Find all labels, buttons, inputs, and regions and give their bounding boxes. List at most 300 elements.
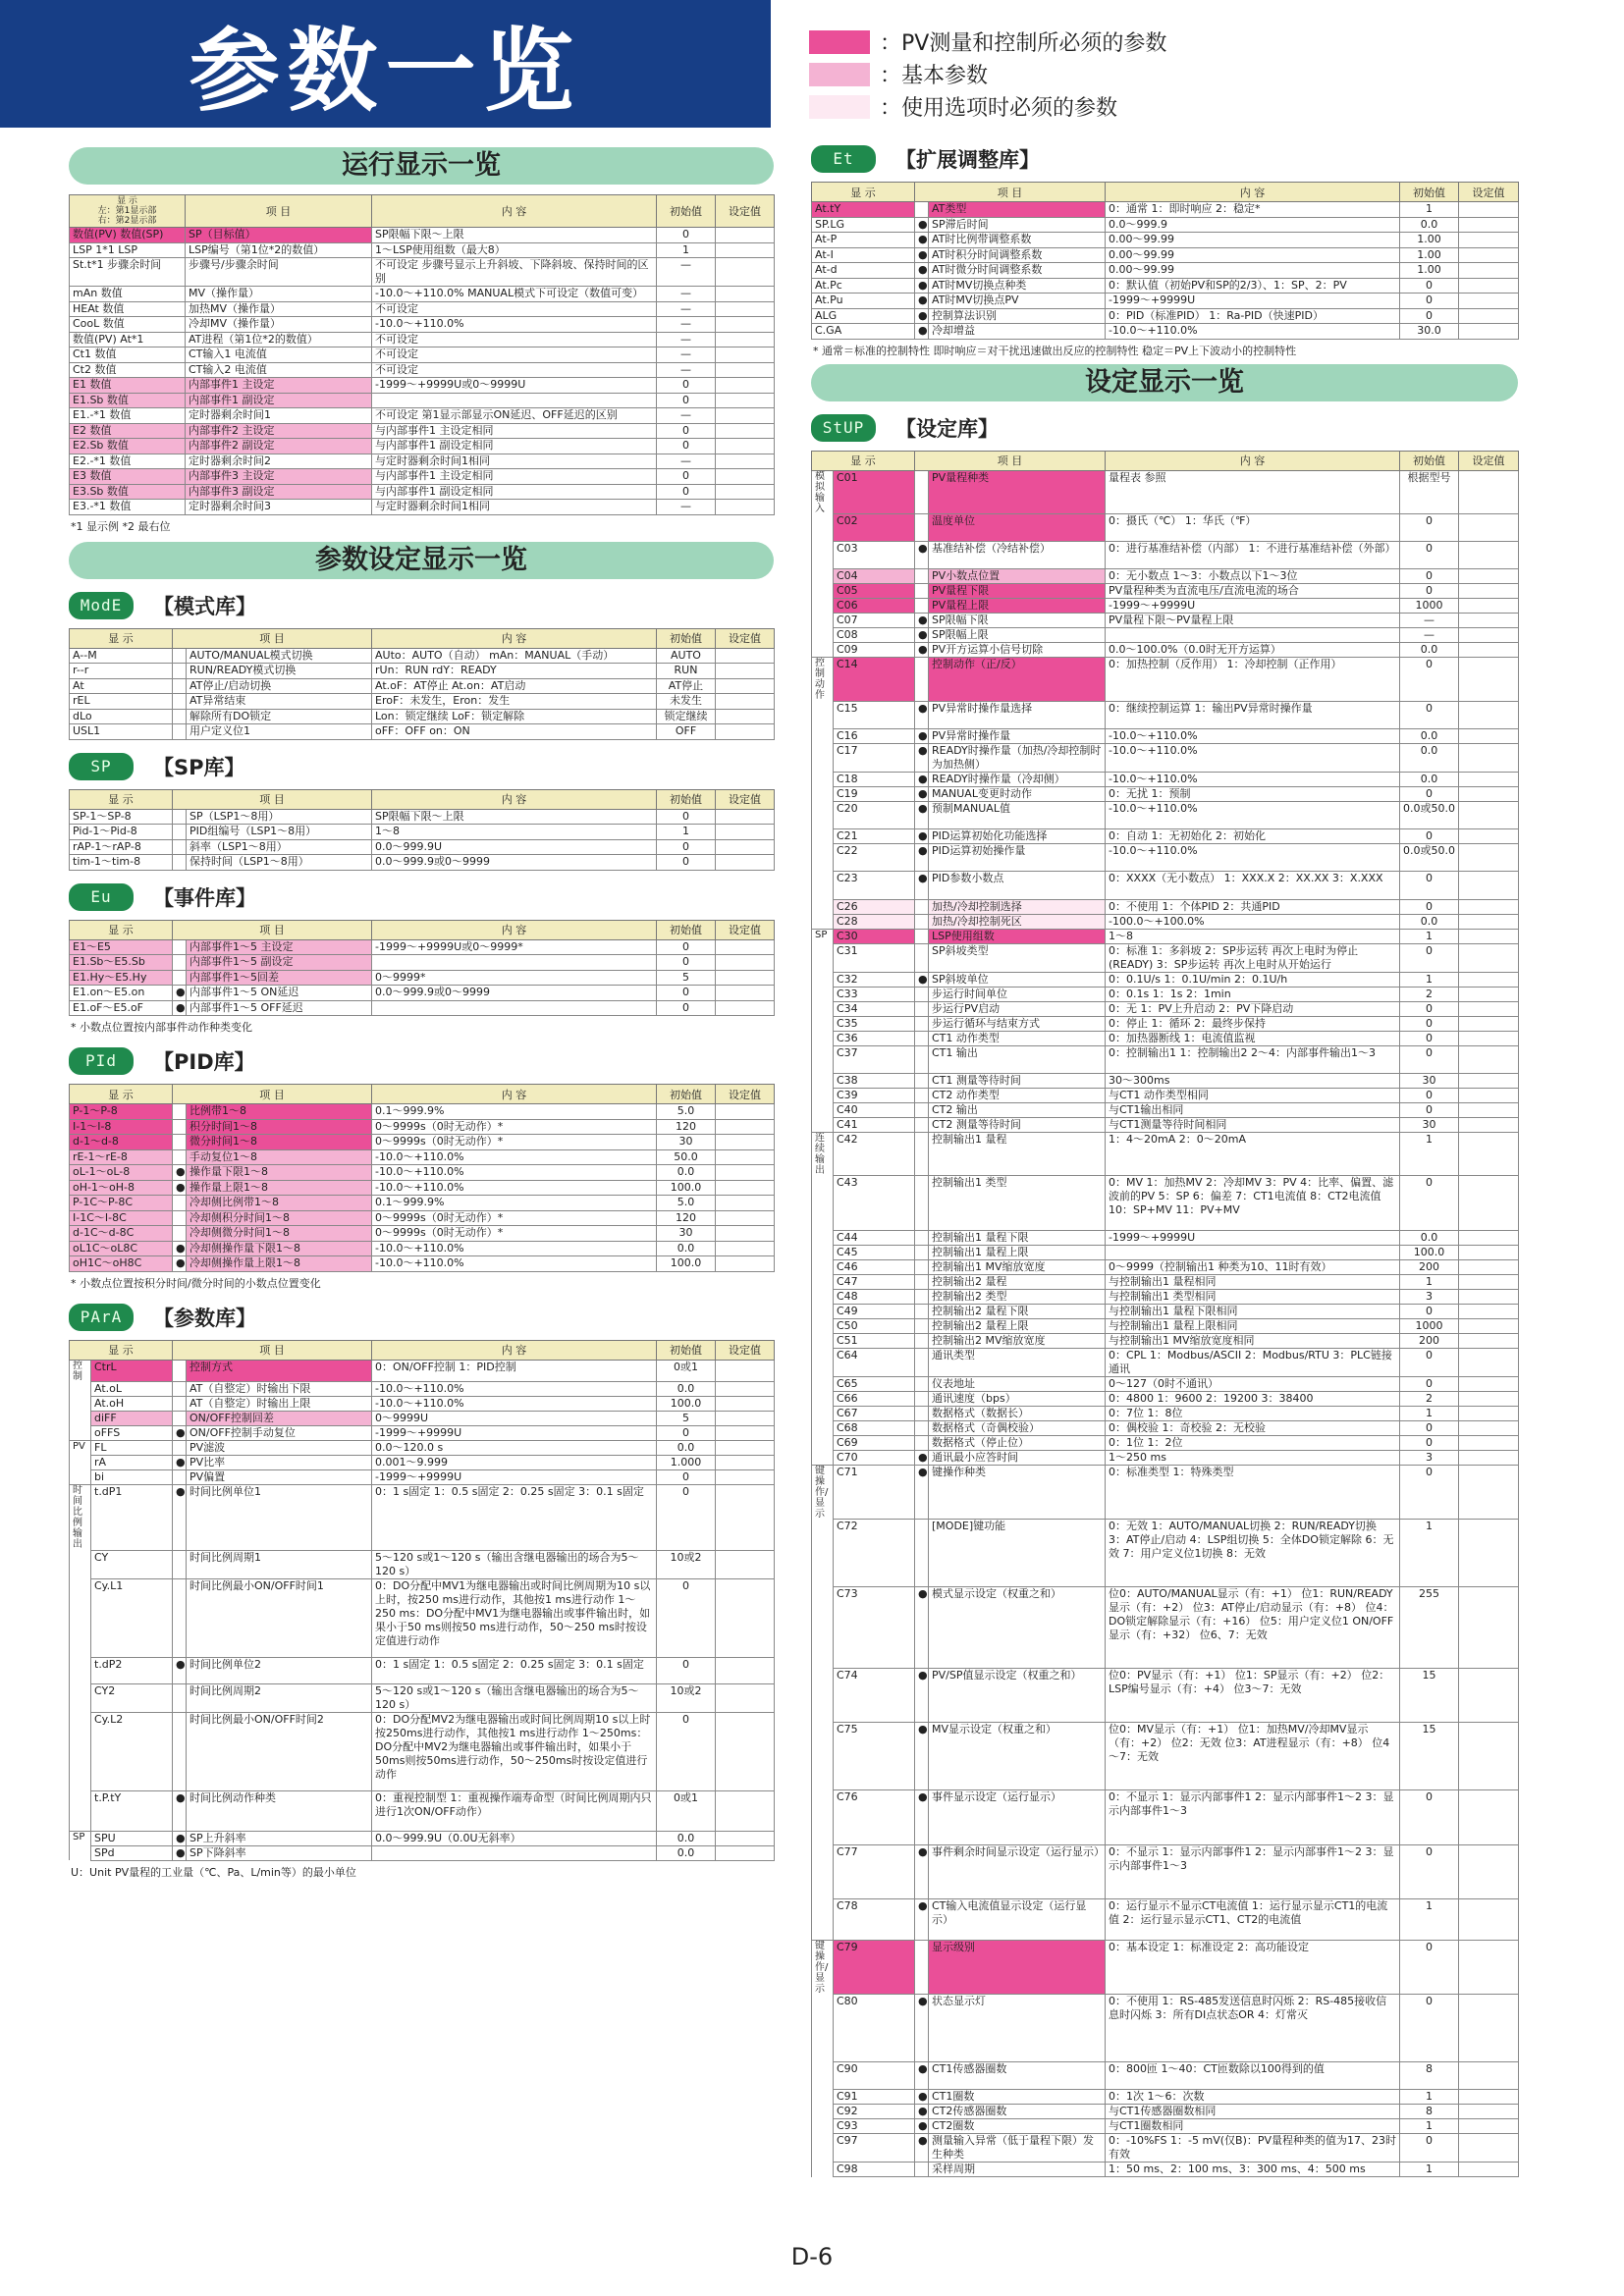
display-code: E2 数值 <box>70 423 186 439</box>
initial-value: 0 <box>1400 1304 1459 1318</box>
group-label <box>812 987 834 1001</box>
table-row <box>812 643 1519 658</box>
initial-value: 0 <box>1400 514 1459 542</box>
display-code: C17 <box>834 744 915 773</box>
initial-value: 1 <box>1400 202 1459 218</box>
display-code: E1 数值 <box>70 378 186 394</box>
item-name: 时间比例最小ON/OFF时间1 <box>187 1578 372 1657</box>
param-table <box>69 1340 775 1861</box>
item-name: 采样周期 <box>929 2163 1106 2177</box>
group-label <box>70 1550 91 1578</box>
advanced-dot <box>915 1102 929 1117</box>
table-row <box>812 1245 1519 1259</box>
advanced-dot: ● <box>915 701 929 728</box>
initial-value: 1 <box>657 242 716 258</box>
display-code: r--r <box>70 664 173 679</box>
legend-text: ：基本参数 <box>880 64 989 88</box>
initial-value: 0 <box>657 809 716 825</box>
setting-value <box>716 228 775 243</box>
advanced-dot <box>915 2163 929 2177</box>
item-name: SP斜坡单位 <box>929 972 1106 987</box>
initial-value: 0 <box>657 378 716 394</box>
advanced-dot: ● <box>915 2105 929 2119</box>
item-name: CT2 测量等待时间 <box>929 1117 1106 1132</box>
content-text: 与控制输出1 量程上限相同 <box>1106 1318 1400 1333</box>
content-text: 与定时器剩余时间1相同 <box>372 500 657 515</box>
initial-value: 1.00 <box>1400 233 1459 248</box>
header-row <box>70 920 775 939</box>
setting-value <box>716 393 775 408</box>
ext-bank-header <box>811 142 1518 176</box>
advanced-dot <box>915 1420 929 1435</box>
content-text: 0.00～99.99 <box>1106 233 1400 248</box>
event-bank-header <box>69 881 774 914</box>
table-row <box>812 1176 1519 1230</box>
initial-value: 0 <box>1400 1045 1459 1073</box>
setting-value <box>1459 1289 1519 1304</box>
item-name: AT时MV切换点种类 <box>929 278 1106 294</box>
header-row <box>70 1340 775 1360</box>
table-row <box>70 1149 775 1165</box>
initial-value: 0 <box>1400 1465 1459 1520</box>
table-row <box>70 258 775 287</box>
item-name: AT时积分时间调整系数 <box>929 247 1106 263</box>
content-text: 0：继续控制运算 1：输出PV异常时操作量 <box>1106 701 1400 728</box>
item-name: 内部事件1～5 ON延迟 <box>187 986 372 1001</box>
item-name: ON/OFF控制手动复位 <box>187 1426 372 1441</box>
setting-value <box>1459 2134 1519 2163</box>
initial-value: AT停止 <box>657 678 716 694</box>
setting-value <box>1459 787 1519 802</box>
run-note: *1 显示例 *2 最右位 <box>71 519 171 533</box>
table-row <box>70 1226 775 1242</box>
group-label <box>812 1176 834 1230</box>
initial-value: 0 <box>657 1713 716 1791</box>
group-label <box>70 1657 91 1683</box>
table-row <box>70 347 775 363</box>
group-label <box>70 1397 91 1412</box>
display-code: C50 <box>834 1318 915 1333</box>
display-code: C46 <box>834 1259 915 1274</box>
display-code: Ct2 数值 <box>70 362 186 378</box>
content-text: AUto：AUTO（自动） mAn：MANUAL（手动） <box>372 648 657 664</box>
item-name: AT时微分时间调整系数 <box>929 263 1106 279</box>
display-code: C68 <box>834 1420 915 1435</box>
group-label: 连续输出 <box>812 1132 834 1176</box>
table-row <box>812 1102 1519 1117</box>
initial-value: 30 <box>1400 1117 1459 1132</box>
display-code: A--M <box>70 648 173 664</box>
setting-value <box>1459 324 1519 340</box>
group-label <box>812 614 834 628</box>
content-text: PV量程下限～PV量程上限 <box>1106 614 1400 628</box>
advanced-dot <box>915 1230 929 1245</box>
display-code: C49 <box>834 1304 915 1318</box>
content-text: 不可设定 <box>372 362 657 378</box>
table-row <box>70 1713 775 1791</box>
item-name: AT时MV切换点PV <box>929 294 1106 309</box>
item-name: 冷却侧微分时间1～8 <box>187 1226 372 1242</box>
content-text: -10.0～+110.0% <box>1106 802 1400 829</box>
group-label <box>812 2119 834 2134</box>
item-name: 操作量上限1～8 <box>187 1180 372 1196</box>
initial-value: 0 <box>1400 1088 1459 1102</box>
setting-value <box>1459 1450 1519 1465</box>
display-code: C21 <box>834 829 915 844</box>
item-name: SP滞后时间 <box>929 217 1106 233</box>
header-initial: 初始值 <box>657 628 716 648</box>
display-code: C16 <box>834 729 915 744</box>
item-name: 加热MV（操作量） <box>186 301 372 317</box>
item-name: CT输入电流值显示设定（运行显示） <box>929 1898 1106 1940</box>
legend-row <box>809 90 1166 123</box>
legend-text: ：PV测量和控制所必须的参数 <box>880 31 1167 56</box>
advanced-dot <box>915 470 929 514</box>
content-text: 1～8 <box>372 825 657 840</box>
header-display: 显 示 <box>70 1340 173 1360</box>
display-code: rEL <box>70 694 173 710</box>
display-code: C77 <box>834 1844 915 1898</box>
initial-value: 0.0 <box>1400 1230 1459 1245</box>
header-content: 内 容 <box>372 628 657 648</box>
item-name: 时间比例周期1 <box>187 1550 372 1578</box>
display-code: C66 <box>834 1391 915 1406</box>
pid-lcd: PId <box>69 1047 134 1075</box>
table-row <box>812 628 1519 643</box>
display-code: oL-1～oL-8 <box>70 1165 173 1181</box>
item-name: SP限幅下限 <box>929 614 1106 628</box>
header-initial: 初始值 <box>657 1340 716 1360</box>
table-row <box>812 872 1519 899</box>
display-code: C71 <box>834 1465 915 1520</box>
initial-value: 2 <box>1400 1391 1459 1406</box>
table-row <box>812 2062 1519 2090</box>
table-row <box>812 470 1519 514</box>
content-text: 0～9999s（0时无动作）* <box>372 1226 657 1242</box>
advanced-dot <box>915 1318 929 1333</box>
display-code: C90 <box>834 2062 915 2090</box>
setting-value <box>716 1412 775 1426</box>
group-label <box>812 1898 834 1940</box>
item-name: 事件显示设定（运行显示） <box>929 1790 1106 1844</box>
display-code: C02 <box>834 514 915 542</box>
setting-value <box>716 855 775 871</box>
display-code: C03 <box>834 542 915 569</box>
param-display-heading: 参数设定显示一览 <box>69 542 774 579</box>
advanced-dot <box>915 899 929 914</box>
advanced-dot <box>915 914 929 929</box>
advanced-dot <box>173 1135 187 1150</box>
display-code: C65 <box>834 1376 915 1391</box>
content-text: -1999～+9999U或0～9999U <box>372 378 657 394</box>
group-label: 控制动作 <box>812 658 834 702</box>
item-name: 数据格式（数据长） <box>929 1406 1106 1420</box>
setting-value <box>716 1831 775 1845</box>
initial-value: 2 <box>1400 987 1459 1001</box>
setting-value <box>716 317 775 333</box>
group-label <box>812 643 834 658</box>
item-name: SP（目标值） <box>186 228 372 243</box>
display-code: d-1C～d-8C <box>70 1226 173 1242</box>
display-code: C36 <box>834 1031 915 1045</box>
content-text: 1～250 ms <box>1106 1450 1400 1465</box>
initial-value: — <box>657 454 716 469</box>
advanced-dot <box>915 1333 929 1348</box>
display-code: C67 <box>834 1406 915 1420</box>
content-text: 0：-10%FS 1：-5 mV(仅B)：PV量程种类的值为17、23时有效 <box>1106 2134 1400 2163</box>
setting-value <box>1459 1318 1519 1333</box>
setting-value <box>1459 569 1519 584</box>
setting-value <box>1459 773 1519 787</box>
display-code: C07 <box>834 614 915 628</box>
setting-value <box>716 664 775 679</box>
display-code: 数值(PV) At*1 <box>70 332 186 347</box>
initial-value: 0 <box>1400 1435 1459 1450</box>
content-text: PV量程种类为直流电压/直流电流的场合 <box>1106 584 1400 599</box>
display-code: C06 <box>834 599 915 614</box>
table-row <box>812 202 1519 218</box>
display-code: C41 <box>834 1117 915 1132</box>
item-name: 事件剩余时间显示设定（运行显示） <box>929 1844 1106 1898</box>
advanced-dot <box>915 1289 929 1304</box>
initial-value: 0.0 <box>657 1241 716 1256</box>
setting-value <box>1459 263 1519 279</box>
display-code: CY <box>91 1550 173 1578</box>
table-row <box>70 423 775 439</box>
table-row <box>812 263 1519 279</box>
table-row <box>70 378 775 394</box>
display-code: P-1～P-8 <box>70 1104 173 1120</box>
setting-value <box>716 1382 775 1397</box>
advanced-dot: ● <box>915 278 929 294</box>
table-row <box>812 542 1519 569</box>
display-code: C97 <box>834 2134 915 2163</box>
display-code: ALG <box>812 308 915 324</box>
content-text: -10.0～+110.0% <box>1106 324 1400 340</box>
advanced-dot: ● <box>915 1450 929 1465</box>
table-row <box>812 987 1519 1001</box>
table-row <box>70 648 775 664</box>
left-column <box>69 147 774 1884</box>
group-label <box>812 1031 834 1045</box>
advanced-dot <box>173 855 187 871</box>
advanced-dot: ● <box>915 1465 929 1520</box>
setting-value <box>716 454 775 469</box>
advanced-dot <box>915 1259 929 1274</box>
content-text: 0：控制输出1 1：控制输出2 2～4：内部事件输出1～3 <box>1106 1045 1400 1073</box>
item-name: 斜率（LSP1～8用） <box>187 839 372 855</box>
table-row <box>812 1230 1519 1245</box>
item-name: 控制输出2 类型 <box>929 1289 1106 1304</box>
advanced-dot <box>173 1470 187 1485</box>
content-text: 30～300ms <box>1106 1073 1400 1088</box>
setting-value <box>1459 2090 1519 2105</box>
initial-value: 0 <box>1400 1844 1459 1898</box>
table-row <box>812 514 1519 542</box>
content-text: 0.1～999.9% <box>372 1196 657 1211</box>
display-code: mAn 数值 <box>70 287 186 302</box>
pid-note: * 小数点位置按积分时间/微分时间的小数点位置变化 <box>71 1276 321 1290</box>
display-code: oH-1～oH-8 <box>70 1180 173 1196</box>
display-code: E2.-*1 数值 <box>70 454 186 469</box>
content-text: 0：无效 1：AUTO/MANUAL切换 2：RUN/READY切换 3：AT停止/启动 4：LSP组切换 5：全体DO锁定解除 6：无效 7：用户定义位1切换 8：无效 <box>1106 1520 1400 1587</box>
content-text: 位0：MV显示（有：+1） 位1：加热MV/冷却MV显示（有：+2） 位2：无效 位3：AT进程显示（有：+8） 位4～7：无效 <box>1106 1723 1400 1790</box>
header-display: 显 示 <box>70 789 173 809</box>
content-text: 不可设定 <box>372 347 657 363</box>
item-name: PV量程下限 <box>929 584 1106 599</box>
header-setting: 设定值 <box>1459 183 1519 202</box>
advanced-dot: ● <box>915 324 929 340</box>
advanced-dot: ● <box>173 1456 187 1470</box>
content-text: 0：不显示 1：显示内部事件1 2：显示内部事件1～2 3：显示内部事件1～3 <box>1106 1844 1400 1898</box>
table-row <box>70 1845 775 1860</box>
content-text: 不可设定 <box>372 332 657 347</box>
group-label <box>812 1348 834 1376</box>
setup-title: 【设定库】 <box>895 416 999 441</box>
item-name: 积分时间1～8 <box>187 1119 372 1135</box>
advanced-dot: ● <box>915 1995 929 2062</box>
item-name: 冷却MV（操作量） <box>186 317 372 333</box>
table-row <box>812 294 1519 309</box>
item-name: ON/OFF控制回差 <box>187 1412 372 1426</box>
setting-value <box>1459 844 1519 872</box>
display-code: E1.oF～E5.oF <box>70 1000 173 1016</box>
display-code: C26 <box>834 899 915 914</box>
initial-value: 0 <box>1400 294 1459 309</box>
setting-value <box>716 1226 775 1242</box>
header-display: 显 示 <box>70 1085 173 1104</box>
item-name: 时间比例最小ON/OFF时间2 <box>187 1713 372 1791</box>
advanced-dot <box>173 970 187 986</box>
content-text: 0：DO分配中MV1为继电器输出或时间比例周期为10 s以上时，按250 ms进行动作，其他按1 ms进行动作 1～250 ms：DO分配中MV1为继电器输出或事件输出时，如果小于50 ms则按50 ms进行动作，50～250 ms时按设定值进行动作 <box>372 1578 657 1657</box>
advanced-dot: ● <box>173 1485 187 1551</box>
table-row <box>812 2090 1519 2105</box>
initial-value: 0 <box>657 393 716 408</box>
event-title: 【事件库】 <box>153 885 256 910</box>
setting-value <box>1459 1406 1519 1420</box>
item-name: AT（自整定）时输出上限 <box>187 1397 372 1412</box>
item-name: CT2圈数 <box>929 2119 1106 2134</box>
table-row <box>812 584 1519 599</box>
item-name: PID运算初始操作量 <box>929 844 1106 872</box>
item-name: 内部事件1 副设定 <box>186 393 372 408</box>
initial-value: 0 <box>657 1485 716 1551</box>
table-row <box>70 408 775 424</box>
setting-value <box>1459 899 1519 914</box>
advanced-dot <box>915 1088 929 1102</box>
content-text: -10.0～+110.0% <box>372 1180 657 1196</box>
legend-text: ：使用选项时必须的参数 <box>880 96 1118 121</box>
setting-value <box>1459 914 1519 929</box>
advanced-dot <box>915 658 929 702</box>
table-row <box>70 709 775 724</box>
item-name: 操作量下限1～8 <box>187 1165 372 1181</box>
item-name: 控制输出1 量程 <box>929 1132 1106 1176</box>
setting-value <box>716 1149 775 1165</box>
display-code: dLo <box>70 709 173 724</box>
setting-value <box>1459 987 1519 1001</box>
content-text: -10.0～+110.0% <box>1106 744 1400 773</box>
display-code: C51 <box>834 1333 915 1348</box>
setting-value <box>1459 1274 1519 1289</box>
content-text: 0：0.1U/s 1：0.1U/min 2：0.1U/h <box>1106 972 1400 987</box>
initial-value: 未发生 <box>657 694 716 710</box>
initial-value: 8 <box>1400 2062 1459 2090</box>
setting-value <box>1459 628 1519 643</box>
setting-value <box>1459 514 1519 542</box>
item-name: CT输入2 电流值 <box>186 362 372 378</box>
initial-value: — <box>657 332 716 347</box>
setting-value <box>1459 614 1519 628</box>
content-text: 5～120 s或1～120 s（输出含继电器输出的场合为5～120 s） <box>372 1684 657 1713</box>
table-row <box>70 1791 775 1832</box>
content-text <box>372 393 657 408</box>
item-name: SP下降斜率 <box>187 1845 372 1860</box>
content-text: 0～9999s（0时无动作）* <box>372 1210 657 1226</box>
initial-value: 0 <box>657 423 716 439</box>
initial-value: 0 <box>657 1470 716 1485</box>
content-text: 0～127（0时不通讯） <box>1106 1376 1400 1391</box>
display-code: At-d <box>812 263 915 279</box>
content-text: 0：DO分配MV2为继电器输出或时间比例周期10 s以上时按250ms进行动作，其他按1 ms进行动作 1～250ms：DO分配中MV2为继电器输出或事件输出时，如果小于50ms则按50ms进行动作，50～250ms时按设定值进行动作 <box>372 1713 657 1791</box>
display-code: LSP 1*1 LSP <box>70 242 186 258</box>
item-name: 键操作种类 <box>929 1465 1106 1520</box>
setting-value <box>1459 1465 1519 1520</box>
content-text: 0：不使用 1：个体PID 2：共通PID <box>1106 899 1400 914</box>
content-text: 0.0～999.9U <box>372 839 657 855</box>
display-code: I-1～I-8 <box>70 1119 173 1135</box>
group-label <box>70 1713 91 1791</box>
group-label <box>812 1088 834 1102</box>
setting-value <box>716 1165 775 1181</box>
legend-swatch <box>809 63 870 86</box>
advanced-dot: ● <box>915 263 929 279</box>
group-label <box>812 1435 834 1450</box>
setting-value <box>716 970 775 986</box>
content-text: 1：4～20mA 2：0～20mA <box>1106 1132 1400 1176</box>
content-text: -10.0～+110.0% <box>372 1149 657 1165</box>
advanced-dot <box>173 809 187 825</box>
item-name: 数据格式（停止位） <box>929 1435 1106 1450</box>
item-name: 步运行时间单位 <box>929 987 1106 1001</box>
setting-value <box>716 1000 775 1016</box>
header-item: 项 目 <box>173 920 372 939</box>
item-name: 比例带1～8 <box>187 1104 372 1120</box>
item-name: 冷却侧操作量上限1～8 <box>187 1256 372 1272</box>
initial-value: 1 <box>1400 2163 1459 2177</box>
display-code: CooL 数值 <box>70 317 186 333</box>
content-text: 0：0.1s 1：1s 2：1min <box>1106 987 1400 1001</box>
table-row <box>812 614 1519 628</box>
content-text: 0：ON/OFF控制 1：PID控制 <box>372 1360 657 1382</box>
display-code: C78 <box>834 1898 915 1940</box>
content-text: 量程表 参照 <box>1106 470 1400 514</box>
item-name: RUN/READY模式切换 <box>187 664 372 679</box>
advanced-dot <box>173 678 187 694</box>
table-row <box>70 393 775 408</box>
display-code: At.oL <box>91 1382 173 1397</box>
initial-value: 1 <box>1400 1132 1459 1176</box>
initial-value: 1.00 <box>1400 247 1459 263</box>
initial-value: 0 <box>1400 701 1459 728</box>
initial-value: 10或2 <box>657 1684 716 1713</box>
initial-value: 0.0或50.0 <box>1400 844 1459 872</box>
advanced-dot <box>915 1274 929 1289</box>
initial-value: 120 <box>657 1119 716 1135</box>
advanced-dot <box>173 1713 187 1791</box>
initial-value: 30 <box>1400 1073 1459 1088</box>
initial-value: — <box>1400 614 1459 628</box>
